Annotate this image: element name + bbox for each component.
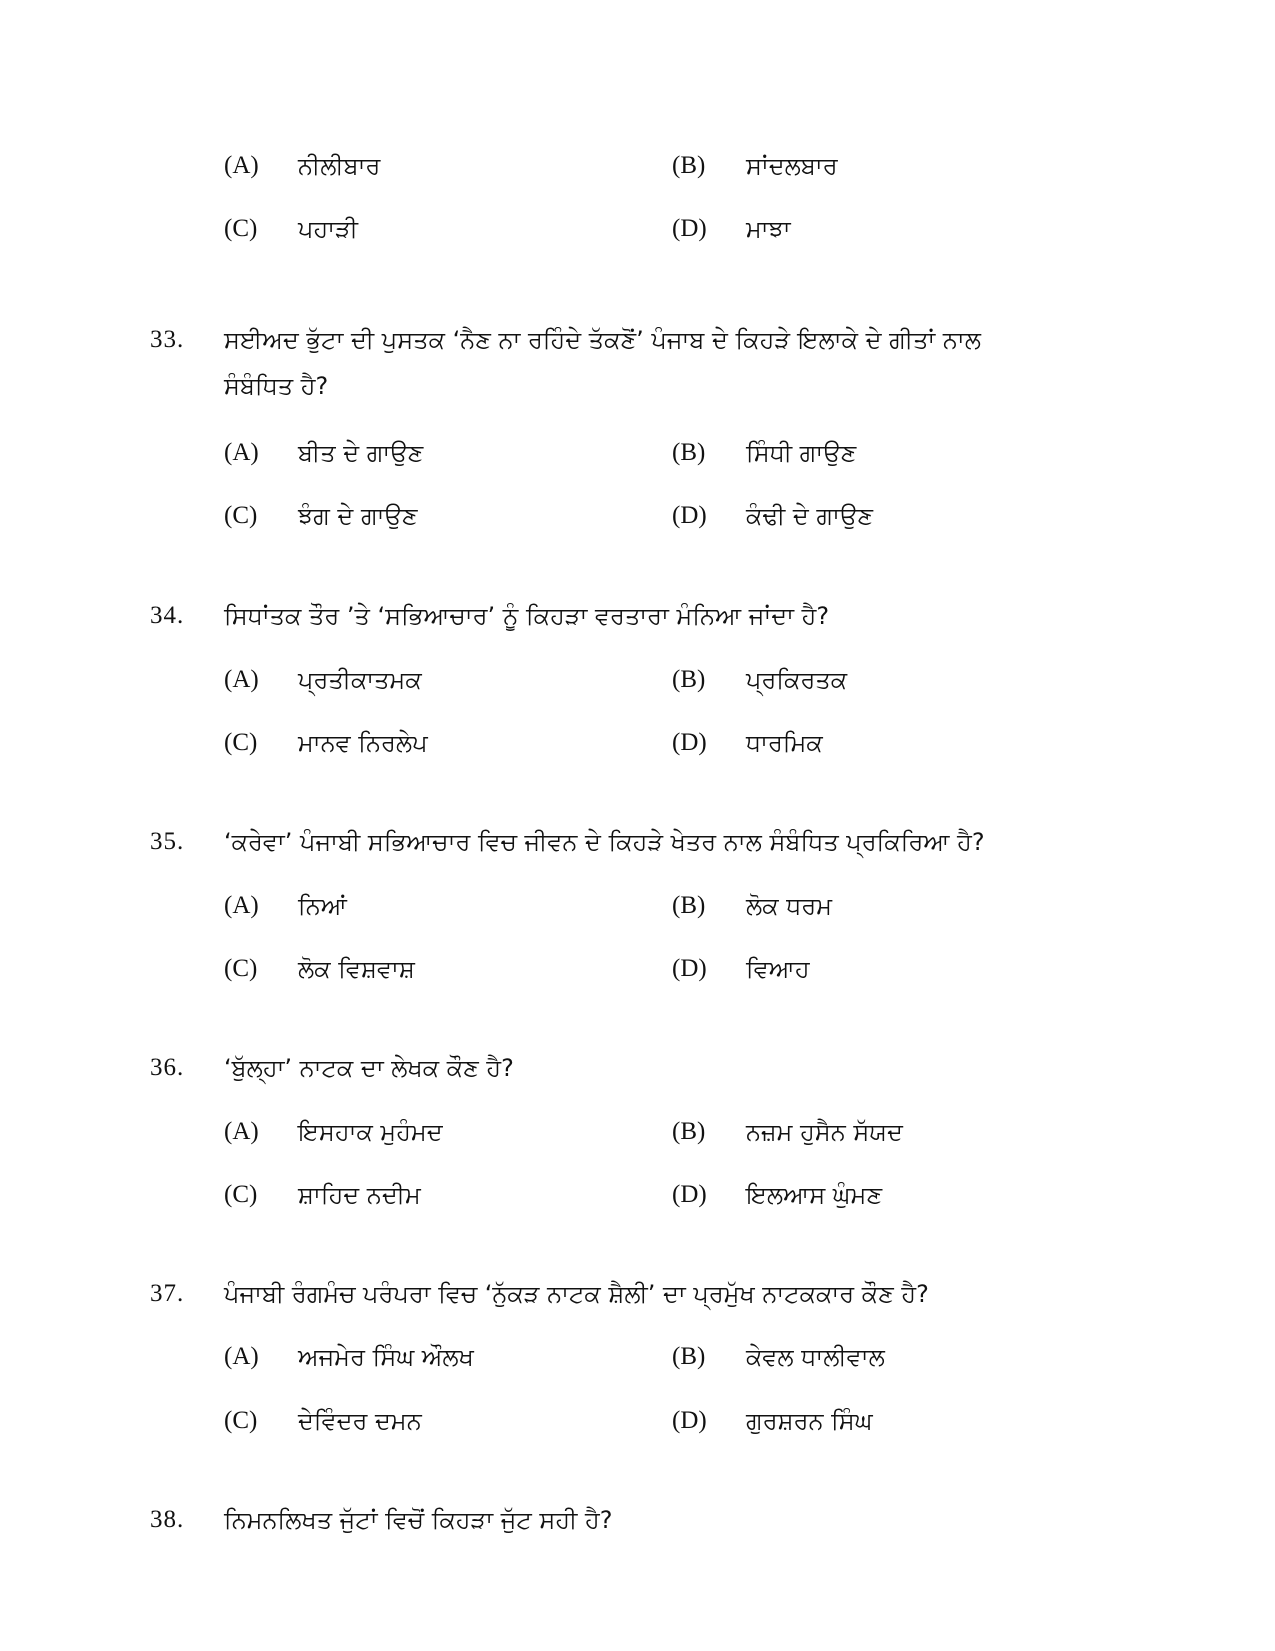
question-text: ‘ਬੁੱਲ੍ਹਾ’ ਨਾਟਕ ਦਾ ਲੇਖਕ ਕੌਣ ਹੈ? bbox=[224, 1054, 514, 1082]
option-row bbox=[0, 209, 1275, 249]
option-text: ਪ੍ਰਤੀਕਾਤਮਕ bbox=[298, 666, 422, 694]
question-34 bbox=[0, 596, 1275, 636]
option-label: (C) bbox=[224, 1407, 258, 1434]
option-text: ਕੇਵਲ ਧਾਲੀਵਾਲ bbox=[746, 1343, 885, 1371]
option-text: ਸਿੰਧੀ ਗਾਉਣ bbox=[746, 439, 857, 467]
question-number: 36. bbox=[150, 1054, 185, 1081]
question-36 bbox=[0, 1048, 1275, 1088]
question-33-continued bbox=[0, 366, 1275, 406]
option-text: ਮਾਨਵ ਨਿਰਲੇਪ bbox=[298, 729, 428, 757]
option-text: ਮਾਝਾ bbox=[746, 215, 791, 243]
option-row bbox=[0, 1401, 1275, 1441]
option-text: ਲੋਕ ਵਿਸ਼ਵਾਸ਼ bbox=[298, 955, 415, 983]
option-text: ਬੀਤ ਦੇ ਗਾਉਣ bbox=[298, 439, 424, 467]
option-label: (C) bbox=[224, 729, 258, 756]
question-text: ਸਈਅਦ ਭੁੱਟਾ ਦੀ ਪੁਸਤਕ ‘ਨੈਣ ਨਾ ਰਹਿੰਦੇ ਤੱਕਣੋਂ’ ਪੰਜਾਬ ਦੇ ਕਿਹੜੇ ਇਲਾਕੇ ਦੇ ਗੀਤਾਂ ਨਾਲ bbox=[224, 326, 981, 354]
question-number: 38. bbox=[150, 1506, 185, 1533]
option-row bbox=[0, 496, 1275, 536]
option-row bbox=[0, 886, 1275, 926]
option-label: (D) bbox=[672, 955, 707, 982]
option-row bbox=[0, 1112, 1275, 1152]
option-row bbox=[0, 949, 1275, 989]
question-number: 33. bbox=[150, 326, 185, 353]
option-label: (C) bbox=[224, 215, 258, 242]
option-label: (C) bbox=[224, 955, 258, 982]
option-text: ਧਾਰਮਿਕ bbox=[746, 729, 823, 757]
option-label: (C) bbox=[224, 502, 258, 529]
option-text: ਨਿਆਂ bbox=[298, 892, 347, 920]
question-text: ਨਿਮਨਲਿਖਤ ਜੁੱਟਾਂ ਵਿਚੋਂ ਕਿਹੜਾ ਜੁੱਟ ਸਹੀ ਹੈ? bbox=[224, 1506, 613, 1534]
option-label: (A) bbox=[224, 1343, 259, 1370]
option-label: (C) bbox=[224, 1181, 258, 1208]
option-label: (B) bbox=[672, 666, 706, 693]
question-35 bbox=[0, 822, 1275, 862]
option-text: ਵਿਆਹ bbox=[746, 955, 810, 983]
option-label: (A) bbox=[224, 1118, 259, 1145]
option-label: (B) bbox=[672, 1343, 706, 1370]
option-row bbox=[0, 146, 1275, 186]
option-text: ਕੰਢੀ ਦੇ ਗਾਉਣ bbox=[746, 502, 873, 530]
option-text: ਪ੍ਰਕਿਰਤਕ bbox=[746, 666, 848, 694]
option-label: (B) bbox=[672, 1118, 706, 1145]
option-text: ਨਜ਼ਮ ਹੁਸੈਨ ਸੱਯਦ bbox=[746, 1118, 903, 1146]
option-row bbox=[0, 433, 1275, 473]
option-text: ਦੇਵਿੰਦਰ ਦਮਨ bbox=[298, 1407, 422, 1435]
question-text: ‘ਕਰੇਵਾ’ ਪੰਜਾਬੀ ਸਭਿਆਚਾਰ ਵਿਚ ਜੀਵਨ ਦੇ ਕਿਹੜੇ ਖੇਤਰ ਨਾਲ ਸੰਬੰਧਿਤ ਪ੍ਰਕਿਰਿਆ ਹੈ? bbox=[224, 828, 985, 856]
option-label: (D) bbox=[672, 502, 707, 529]
question-33 bbox=[0, 320, 1275, 360]
question-37 bbox=[0, 1274, 1275, 1314]
option-label: (D) bbox=[672, 1181, 707, 1208]
question-number: 34. bbox=[150, 602, 185, 629]
option-label: (D) bbox=[672, 1407, 707, 1434]
option-text: ਇਲਆਸ ਘੁੰਮਣ bbox=[746, 1181, 883, 1209]
option-text: ਸ਼ਾਹਿਦ ਨਦੀਮ bbox=[298, 1181, 421, 1209]
question-38 bbox=[0, 1500, 1275, 1540]
option-row bbox=[0, 1175, 1275, 1215]
option-text: ਪਹਾੜੀ bbox=[298, 215, 358, 243]
option-text: ਲੋਕ ਧਰਮ bbox=[746, 892, 833, 920]
question-number: 35. bbox=[150, 828, 185, 855]
question-text: ਪੰਜਾਬੀ ਰੰਗਮੰਚ ਪਰੰਪਰਾ ਵਿਚ ‘ਨੁੱਕੜ ਨਾਟਕ ਸ਼ੈਲੀ’ ਦਾ ਪ੍ਰਮੁੱਖ ਨਾਟਕਕਾਰ ਕੌਣ ਹੈ? bbox=[224, 1280, 929, 1308]
question-text: ਸੰਬੰਧਿਤ ਹੈ? bbox=[224, 372, 329, 400]
question-number: 37. bbox=[150, 1280, 185, 1307]
option-row bbox=[0, 1337, 1275, 1377]
question-text: ਸਿਧਾਂਤਕ ਤੌਰ ’ਤੇ ‘ਸਭਿਆਚਾਰ’ ਨੂੰ ਕਿਹੜਾ ਵਰਤਾਰਾ ਮੰਨਿਆ ਜਾਂਦਾ ਹੈ? bbox=[224, 602, 830, 630]
option-text: ਨੀਲੀਬਾਰ bbox=[298, 152, 381, 180]
option-row bbox=[0, 723, 1275, 763]
option-text: ਅਜਮੇਰ ਸਿੰਘ ਔਲਖ bbox=[298, 1343, 474, 1371]
option-label: (D) bbox=[672, 215, 707, 242]
option-text: ਗੁਰਸ਼ਰਨ ਸਿੰਘ bbox=[746, 1407, 873, 1435]
option-text: ਇਸਹਾਕ ਮੁਹੰਮਦ bbox=[298, 1118, 443, 1146]
option-text: ਸਾਂਦਲਬਾਰ bbox=[746, 152, 838, 180]
option-label: (D) bbox=[672, 729, 707, 756]
option-label: (A) bbox=[224, 666, 259, 693]
option-row bbox=[0, 660, 1275, 700]
option-label: (A) bbox=[224, 892, 259, 919]
option-label: (A) bbox=[224, 152, 259, 179]
option-label: (B) bbox=[672, 892, 706, 919]
option-label: (B) bbox=[672, 152, 706, 179]
option-text: ਝੰਗ ਦੇ ਗਾਉਣ bbox=[298, 502, 418, 530]
option-label: (A) bbox=[224, 439, 259, 466]
option-label: (B) bbox=[672, 439, 706, 466]
